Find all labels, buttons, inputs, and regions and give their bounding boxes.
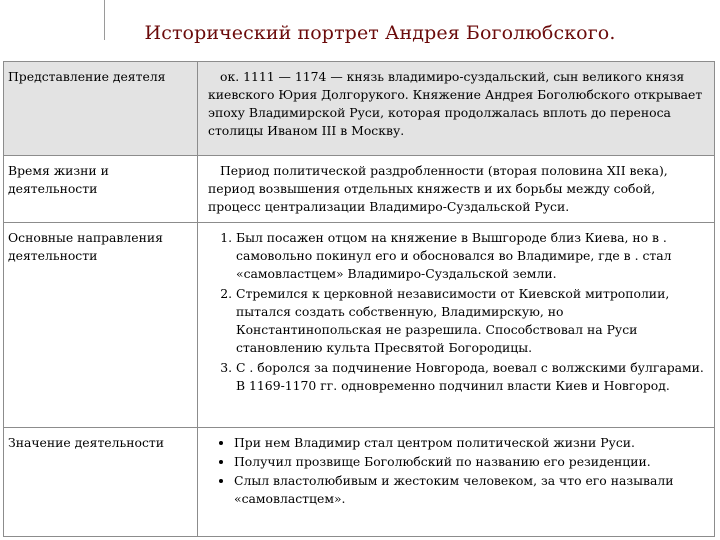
row-label: Время жизни и деятельности [4,156,198,223]
row-content [198,223,715,428]
significance-list [208,434,706,508]
table-row [4,428,715,537]
list-item: 2. Стремился к церковной независимости от Киевской митрополии, пытался создать собственную, Владимирскую, но Константинопольская не разрешила. Способствовал на Руси становлению культа Пресвятой Богородицы. [236,285,706,357]
list-item: • Получил прозвище Боголюбский по названию его резиденции. [234,453,706,471]
row-text: Период политической раздробленности (вторая половина XII века), период возвышения отдельных княжеств и их борьбы между собой, процесс централизации Владимиро-Суздальской Руси. [208,163,668,214]
list-item: • При нем Владимир стал центром политической жизни Руси. [234,434,706,452]
list-item: 1. Был посажен отцом на княжение в Вышгороде близ Киева, но в . самовольно покинул его и обосновался во Владимире, где в . стал «самовластцем» Владимиро-Суздальской земли. [236,229,706,283]
directions-list [208,229,706,395]
list-item: 3. С . боролся за подчинение Новгорода, воевал с волжскими булгарами. В 1169-1170 гг. одновременно подчинил власти Киев и Новгород. [236,359,706,395]
row-label: Представление деятеля [4,62,198,156]
row-text: ок. 1111 — 1174 — князь владимиро-суздальский, сын великого князя киевского Юрия Долгорукого. Княжение Андрея Боголюбского открывает эпоху Владимирской Руси, которая продолжалась вплоть до переноса столицы Иваном III в Москву. [208,69,703,138]
table-row [4,223,715,428]
table-row [4,156,715,223]
table-row [4,62,715,156]
page-title: Исторический портрет Андрея Боголюбского. [144,22,616,44]
row-label: Основные направления деятельности [4,223,198,428]
row-content [198,156,715,223]
list-item: • Слыл властолюбивым и жестоким человеком, за что его называли «самовластцем». [234,472,706,508]
row-content [198,62,715,156]
row-label: Значение деятельности [4,428,198,537]
row-content [198,428,715,537]
portrait-table [3,61,715,537]
